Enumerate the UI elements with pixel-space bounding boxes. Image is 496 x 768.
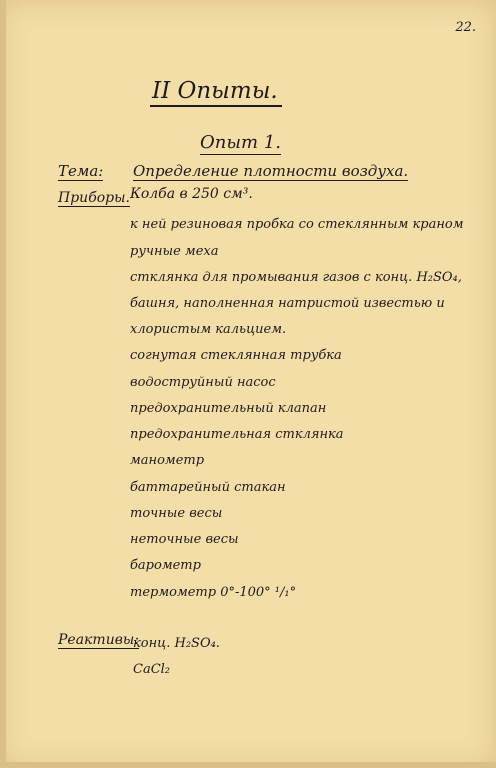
instrument-item: хлористым кальцием. xyxy=(130,322,287,337)
instrument-item: манометр xyxy=(130,453,205,468)
page-number: 22. xyxy=(455,20,476,35)
reagent-item: конц. H₂SO₄. xyxy=(133,636,220,651)
instruments-label: Приборы. xyxy=(58,190,130,206)
instrument-item: Колба в 250 см³. xyxy=(130,186,253,202)
paper-edge-left xyxy=(0,0,6,768)
theme-label: Тема: xyxy=(58,162,104,180)
instrument-item: барометр xyxy=(130,558,201,573)
instrument-item: точные весы xyxy=(130,506,223,521)
theme-value: Определение плотности воздуха. xyxy=(133,162,409,180)
instrument-item: башня, наполненная натристой известью и xyxy=(130,296,445,311)
instrument-item: водоструйный насос xyxy=(130,375,276,390)
section-title: II Опыты. xyxy=(150,78,282,107)
instrument-item: неточные весы xyxy=(130,532,239,547)
instrument-item: предохранительная стклянка xyxy=(130,427,344,442)
instrument-item: согнутая стеклянная трубка xyxy=(130,348,342,363)
instrument-item: баттарейный стакан xyxy=(130,480,286,495)
paper-edge-bottom xyxy=(0,762,496,768)
instrument-item: термометр 0°-100° ¹/₁° xyxy=(130,585,297,600)
experiment-title: Опыт 1. xyxy=(200,132,281,153)
instrument-item: ручные меха xyxy=(130,244,219,259)
instrument-item: к ней резиновая пробка со стеклянным краном xyxy=(130,217,464,232)
instrument-item: предохранительный клапан xyxy=(130,401,327,416)
instrument-item: стклянка для промывания газов с конц. H₂SO₄, xyxy=(130,270,462,285)
reagent-item: CaCl₂ xyxy=(133,662,171,677)
reagents-label: Реактивы: xyxy=(58,632,139,648)
